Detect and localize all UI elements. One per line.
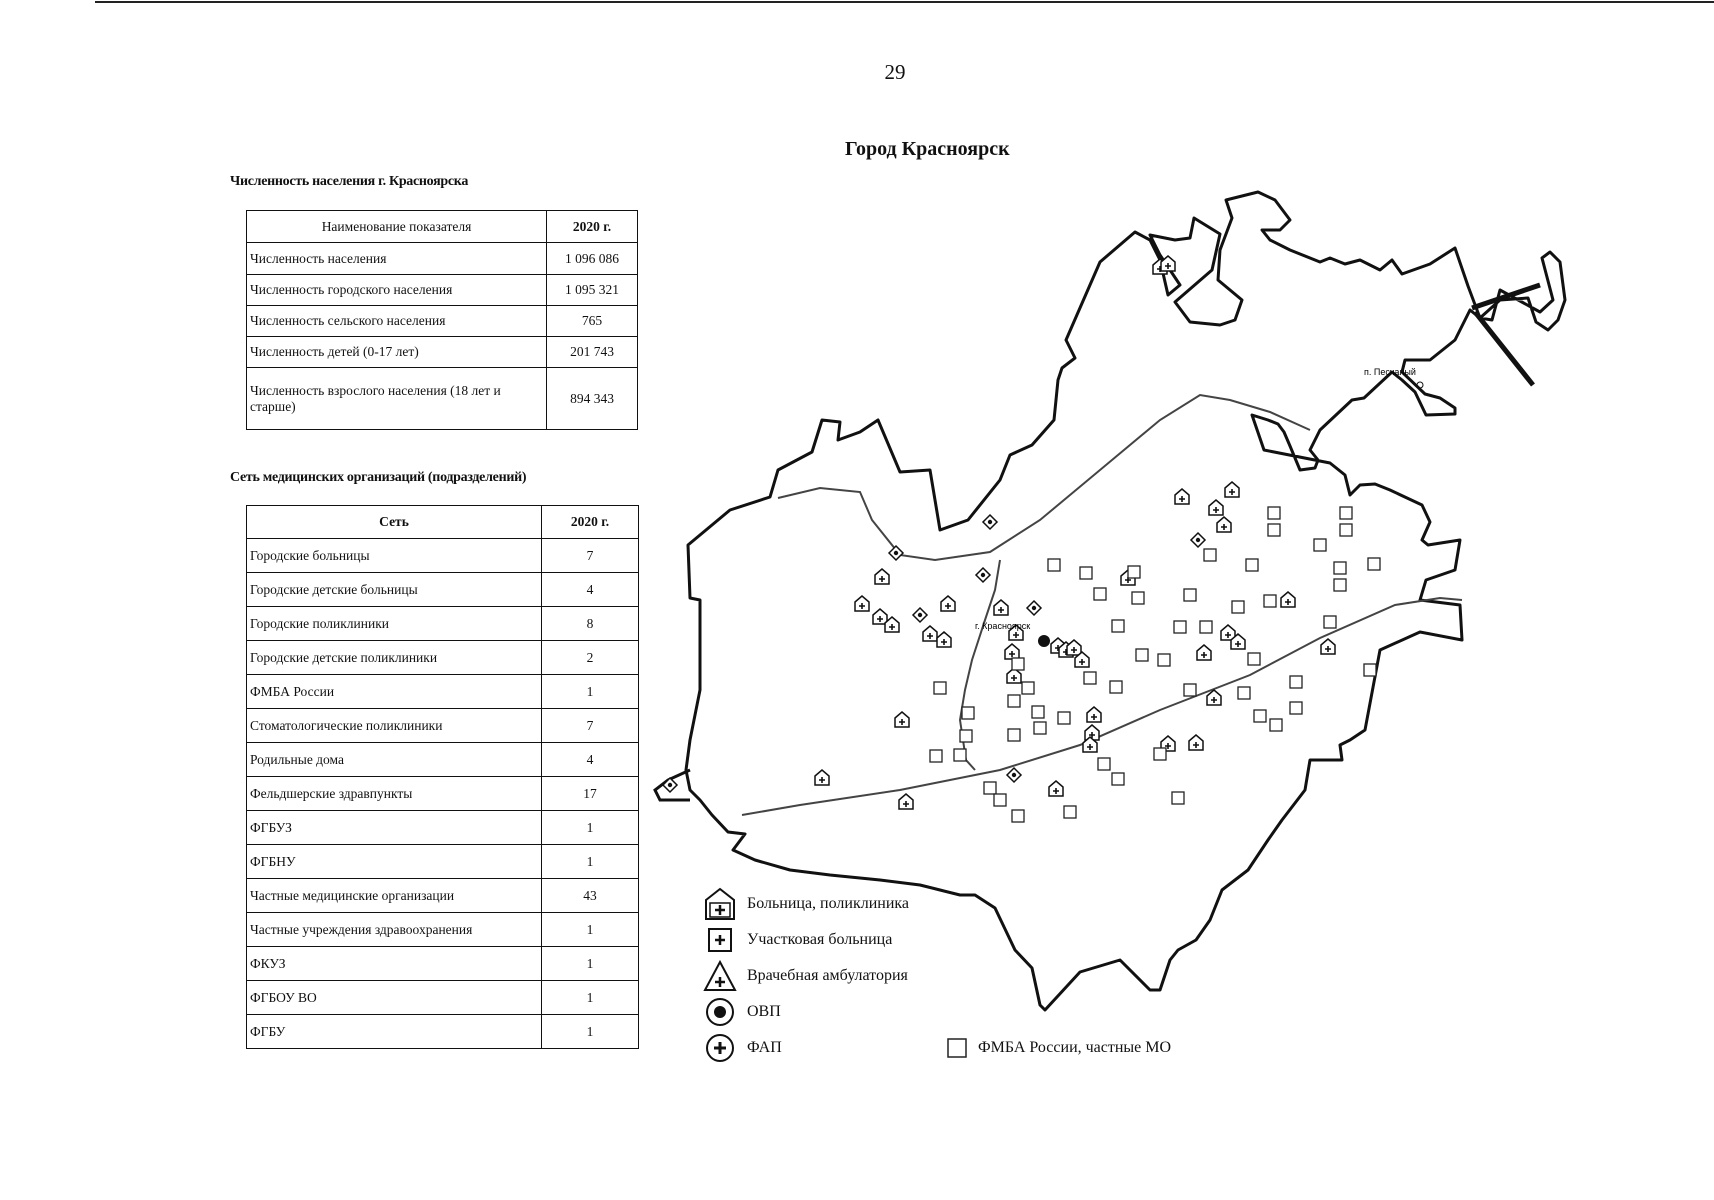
table-cell-value: 17: [542, 777, 639, 811]
table-cell-value: 1: [542, 675, 639, 709]
table-cell-label: Численность детей (0-17 лет): [247, 337, 547, 368]
table-cell-label: ФГБУ: [247, 1015, 542, 1049]
hospital-icon: [703, 887, 737, 921]
table-cell-label: Фельдшерские здравпункты: [247, 777, 542, 811]
table-cell-label: Частные учреждения здравоохранения: [247, 913, 542, 947]
table-row: [247, 641, 639, 675]
table-row: [247, 337, 638, 368]
legend-label: ОВП: [747, 1003, 781, 1020]
table-cell-value: 1: [542, 947, 639, 981]
table-cell-label: ФГБОУ ВО: [247, 981, 542, 1015]
table-row: [247, 811, 639, 845]
table-row: [247, 368, 638, 430]
table-cell-label: Городские детские больницы: [247, 573, 542, 607]
table-row: [247, 243, 638, 275]
population-table-title: Численность населения г. Красноярска: [230, 174, 469, 189]
table-header-cell: Наименование показателя: [247, 211, 547, 243]
ovp-icon: [703, 995, 737, 1029]
legend-label: ФАП: [747, 1039, 782, 1056]
table-row: [247, 947, 639, 981]
legend-item-district-hospital: [703, 926, 892, 954]
legend-item-fap: [703, 1034, 782, 1062]
fmba-private-markers: [930, 507, 1380, 822]
table-cell-label: ФГБНУ: [247, 845, 542, 879]
table-row: [247, 539, 639, 573]
page-number: 29: [884, 60, 906, 84]
road-line: [778, 395, 1310, 560]
table-cell-value: 1: [542, 845, 639, 879]
legend-label: ФМБА России, частные МО: [978, 1039, 1172, 1056]
legend-item-fmba: [946, 1034, 1171, 1062]
table-row: [247, 1015, 639, 1049]
table-cell-label: Городские детские поликлиники: [247, 641, 542, 675]
ovp-marker: [1038, 635, 1050, 647]
table-row: [247, 306, 638, 337]
table-cell-label: ФГБУЗ: [247, 811, 542, 845]
table-cell-label: ФКУЗ: [247, 947, 542, 981]
table-cell-label: Численность взрослого населения (18 лет и старше): [247, 368, 547, 430]
table-cell-value: 1: [542, 981, 639, 1015]
table-cell-label: Частные медицинские организации: [247, 879, 542, 913]
road-line: [1475, 312, 1533, 385]
population-table: [246, 210, 638, 430]
legend-label: Больница, поликлиника: [747, 895, 910, 912]
legend-item-hospital: [703, 890, 909, 918]
table-row: [247, 845, 639, 879]
table-cell-label: Численность городского населения: [247, 275, 547, 306]
table-row: [247, 879, 639, 913]
network-table: [246, 505, 639, 1049]
table-cell-value: 1 096 086: [547, 243, 638, 275]
table-cell-label: Стоматологические поликлиники: [247, 709, 542, 743]
table-header-cell: 2020 г.: [547, 211, 638, 243]
table-row: [247, 275, 638, 306]
legend-label: Участковая больница: [747, 931, 893, 948]
table-cell-label: Городские поликлиники: [247, 607, 542, 641]
table-cell-value: 1 095 321: [547, 275, 638, 306]
table-header-cell: Сеть: [247, 506, 542, 539]
city-boundary: [686, 192, 1565, 1010]
city-label: г. Красноярск: [975, 621, 1031, 631]
legend-item-ovp: [703, 998, 781, 1026]
table-header-row: [247, 506, 639, 539]
table-cell-label: Родильные дома: [247, 743, 542, 777]
table-row: [247, 913, 639, 947]
district-hospital-icon: [703, 923, 737, 957]
ambulatory-icon: [703, 959, 737, 993]
table-cell-value: 765: [547, 306, 638, 337]
table-cell-value: 43: [542, 879, 639, 913]
legend-label: Врачебная амбулатория: [747, 967, 908, 984]
table-row: [247, 607, 639, 641]
table-row: [247, 573, 639, 607]
table-cell-value: 894 343: [547, 368, 638, 430]
table-cell-value: 2: [542, 641, 639, 675]
table-header-row: [247, 211, 638, 243]
table-cell-value: 8: [542, 607, 639, 641]
table-row: [247, 981, 639, 1015]
table-cell-label: Численность сельского населения: [247, 306, 547, 337]
square-icon: [946, 1037, 968, 1059]
table-row: [247, 675, 639, 709]
table-cell-label: ФМБА России: [247, 675, 542, 709]
table-cell-value: 4: [542, 743, 639, 777]
table-header-cell: 2020 г.: [542, 506, 639, 539]
village-marker: [1417, 382, 1423, 388]
table-cell-value: 201 743: [547, 337, 638, 368]
table-cell-value: 1: [542, 913, 639, 947]
table-cell-label: Городские больницы: [247, 539, 542, 573]
table-cell-value: 7: [542, 539, 639, 573]
page-title: Город Красноярск: [845, 138, 1010, 160]
legend-item-ambulatory: [703, 962, 908, 990]
top-border-line: [95, 1, 1714, 3]
table-cell-value: 1: [542, 1015, 639, 1049]
table-row: [247, 777, 639, 811]
table-row: [247, 709, 639, 743]
network-table-title: Сеть медицинских организаций (подразделений): [230, 470, 527, 485]
table-cell-value: 7: [542, 709, 639, 743]
table-cell-value: 4: [542, 573, 639, 607]
table-cell-value: 1: [542, 811, 639, 845]
village-label: п. Песчаный: [1364, 367, 1416, 377]
fap-icon: [703, 1031, 737, 1065]
hospital-markers: [815, 256, 1335, 809]
road-line: [742, 598, 1462, 815]
table-cell-label: Численность населения: [247, 243, 547, 275]
table-row: [247, 743, 639, 777]
